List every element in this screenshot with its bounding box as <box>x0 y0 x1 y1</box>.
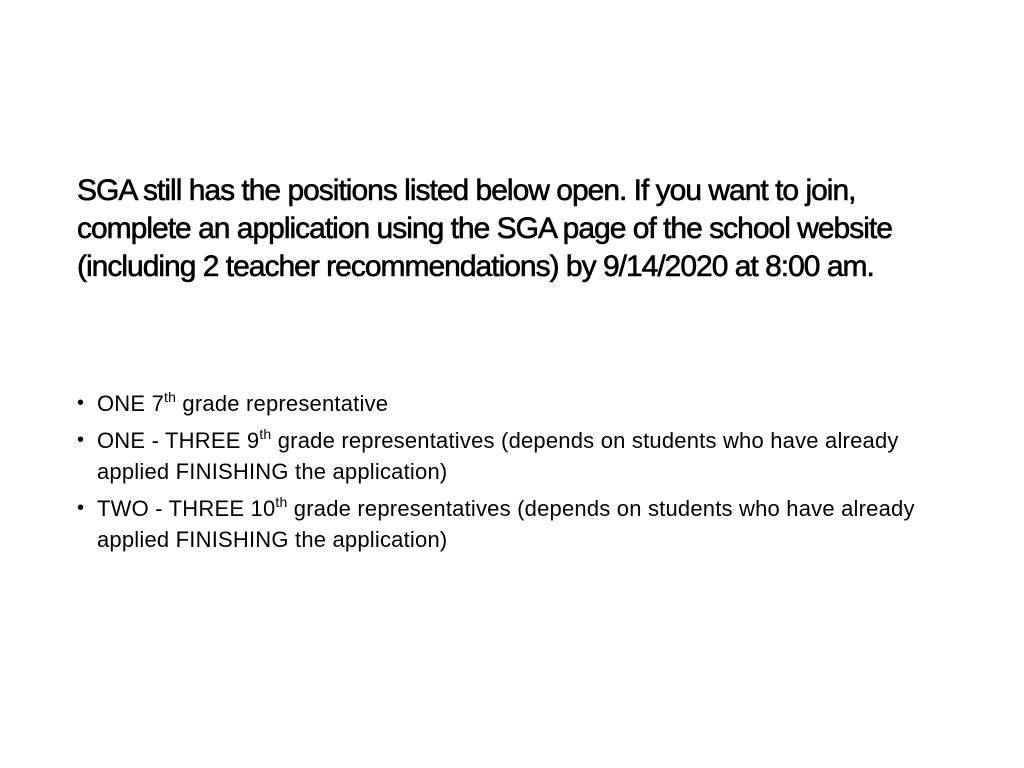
positions-list <box>77 388 957 561</box>
bullet-text-after: grade representative <box>176 391 389 416</box>
bullet-icon: • <box>77 429 85 451</box>
list-item <box>77 493 957 555</box>
list-item <box>77 388 957 419</box>
bullet-text-after: grade representatives (depends on students who have already applied FINISHING the application) <box>97 428 899 484</box>
ordinal-suffix: th <box>164 388 177 405</box>
bullet-icon: • <box>77 392 85 414</box>
bullet-text-before: ONE - THREE 9 <box>97 428 260 453</box>
slide-title: SGA still has the positions listed below open. If you want to join, complete an application using the SGA page of the school website (including 2 teacher recommendations) by 9/14/2020 at 8:00 am. <box>77 174 892 283</box>
ordinal-suffix: th <box>275 493 288 510</box>
bullet-icon: • <box>77 497 85 519</box>
list-item <box>77 425 957 487</box>
bullet-text-before: ONE 7 <box>97 391 165 416</box>
bullet-text-after: grade representatives (depends on students who have already applied FINISHING the application) <box>97 496 915 552</box>
ordinal-suffix: th <box>259 425 272 442</box>
bullet-text-before: TWO - THREE 10 <box>97 496 276 521</box>
